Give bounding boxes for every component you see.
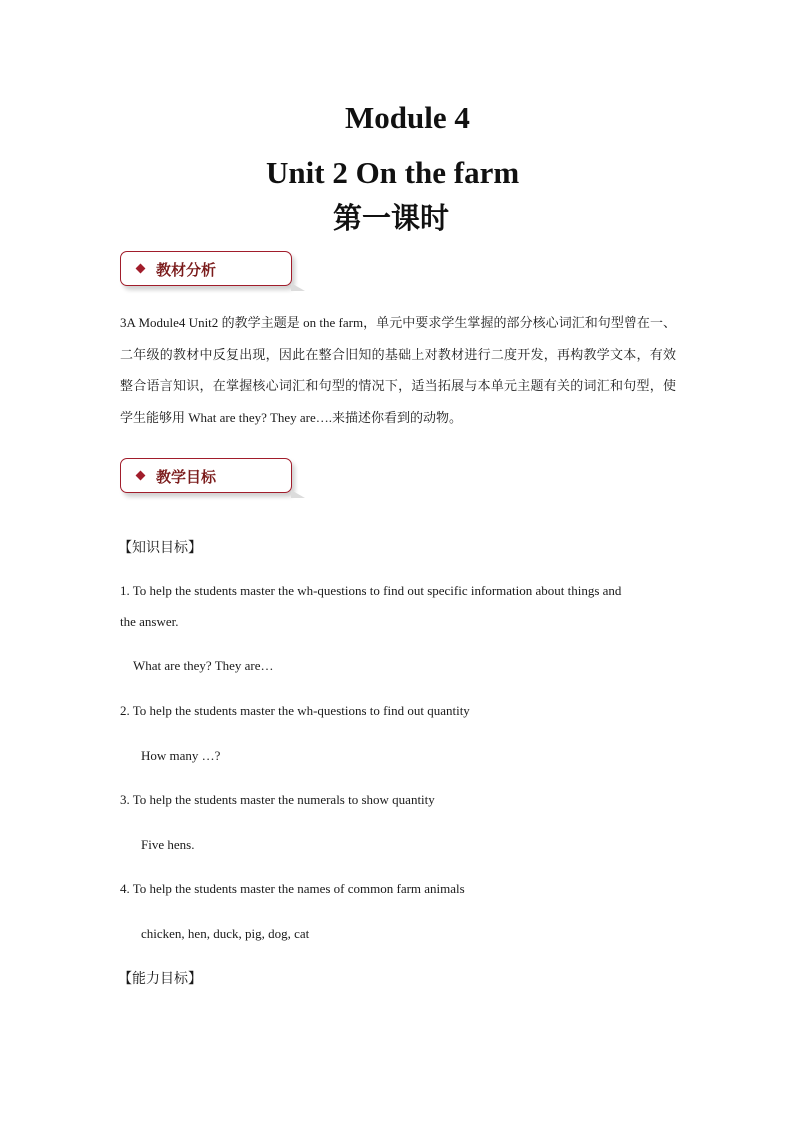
section-label: 教学目标	[156, 468, 217, 486]
objective-3-example: Five hens.	[141, 837, 195, 852]
objective-3-line1: 3. To help the students master the numerals to show quantity	[120, 792, 435, 807]
objective-1-line2: the answer.	[120, 614, 179, 629]
objective-1-example: What are they? They are…	[133, 658, 274, 673]
ability-heading: 【能力目标】	[118, 971, 202, 987]
diamond-bullet-icon	[136, 471, 146, 481]
objective-4-example: chicken, hen, duck, pig, dog, cat	[141, 926, 310, 941]
objective-1-line1: 1. To help the students master the wh-questions to find out specific information about things and	[120, 583, 622, 598]
analysis-paragraph: 3A Module4 Unit2 的教学主题是 on the farm，单元中要求学生掌握的部分核心词汇和句型曾在一、二年级的教材中反复出现，因此在整合旧知的基础上对教材进行二度开发，再构教学文本，有效整合语言知识，在掌握核心词汇和句型的情况下，适当拓展与本单元主题有关的词汇和句型，使学生能够用 What are they? They are….来描述你看到的动物。	[120, 315, 676, 425]
diamond-bullet-icon	[136, 264, 146, 274]
objective-2-line1: 2. To help the students master the wh-questions to find out quantity	[120, 703, 470, 718]
lesson-title: 第一课时	[333, 201, 450, 235]
section-header-analysis	[120, 251, 292, 286]
module-title: Module 4	[345, 100, 470, 135]
knowledge-heading: 【知识目标】	[118, 540, 202, 556]
section-label: 教材分析	[156, 261, 217, 279]
unit-title: Unit 2 On the farm	[266, 155, 520, 190]
objective-2-example: How many …?	[141, 748, 221, 763]
shadow-tail	[291, 490, 305, 498]
shadow-tail	[291, 283, 305, 291]
objective-4-line1: 4. To help the students master the names of common farm animals	[120, 881, 465, 896]
section-header-objectives	[120, 458, 292, 493]
